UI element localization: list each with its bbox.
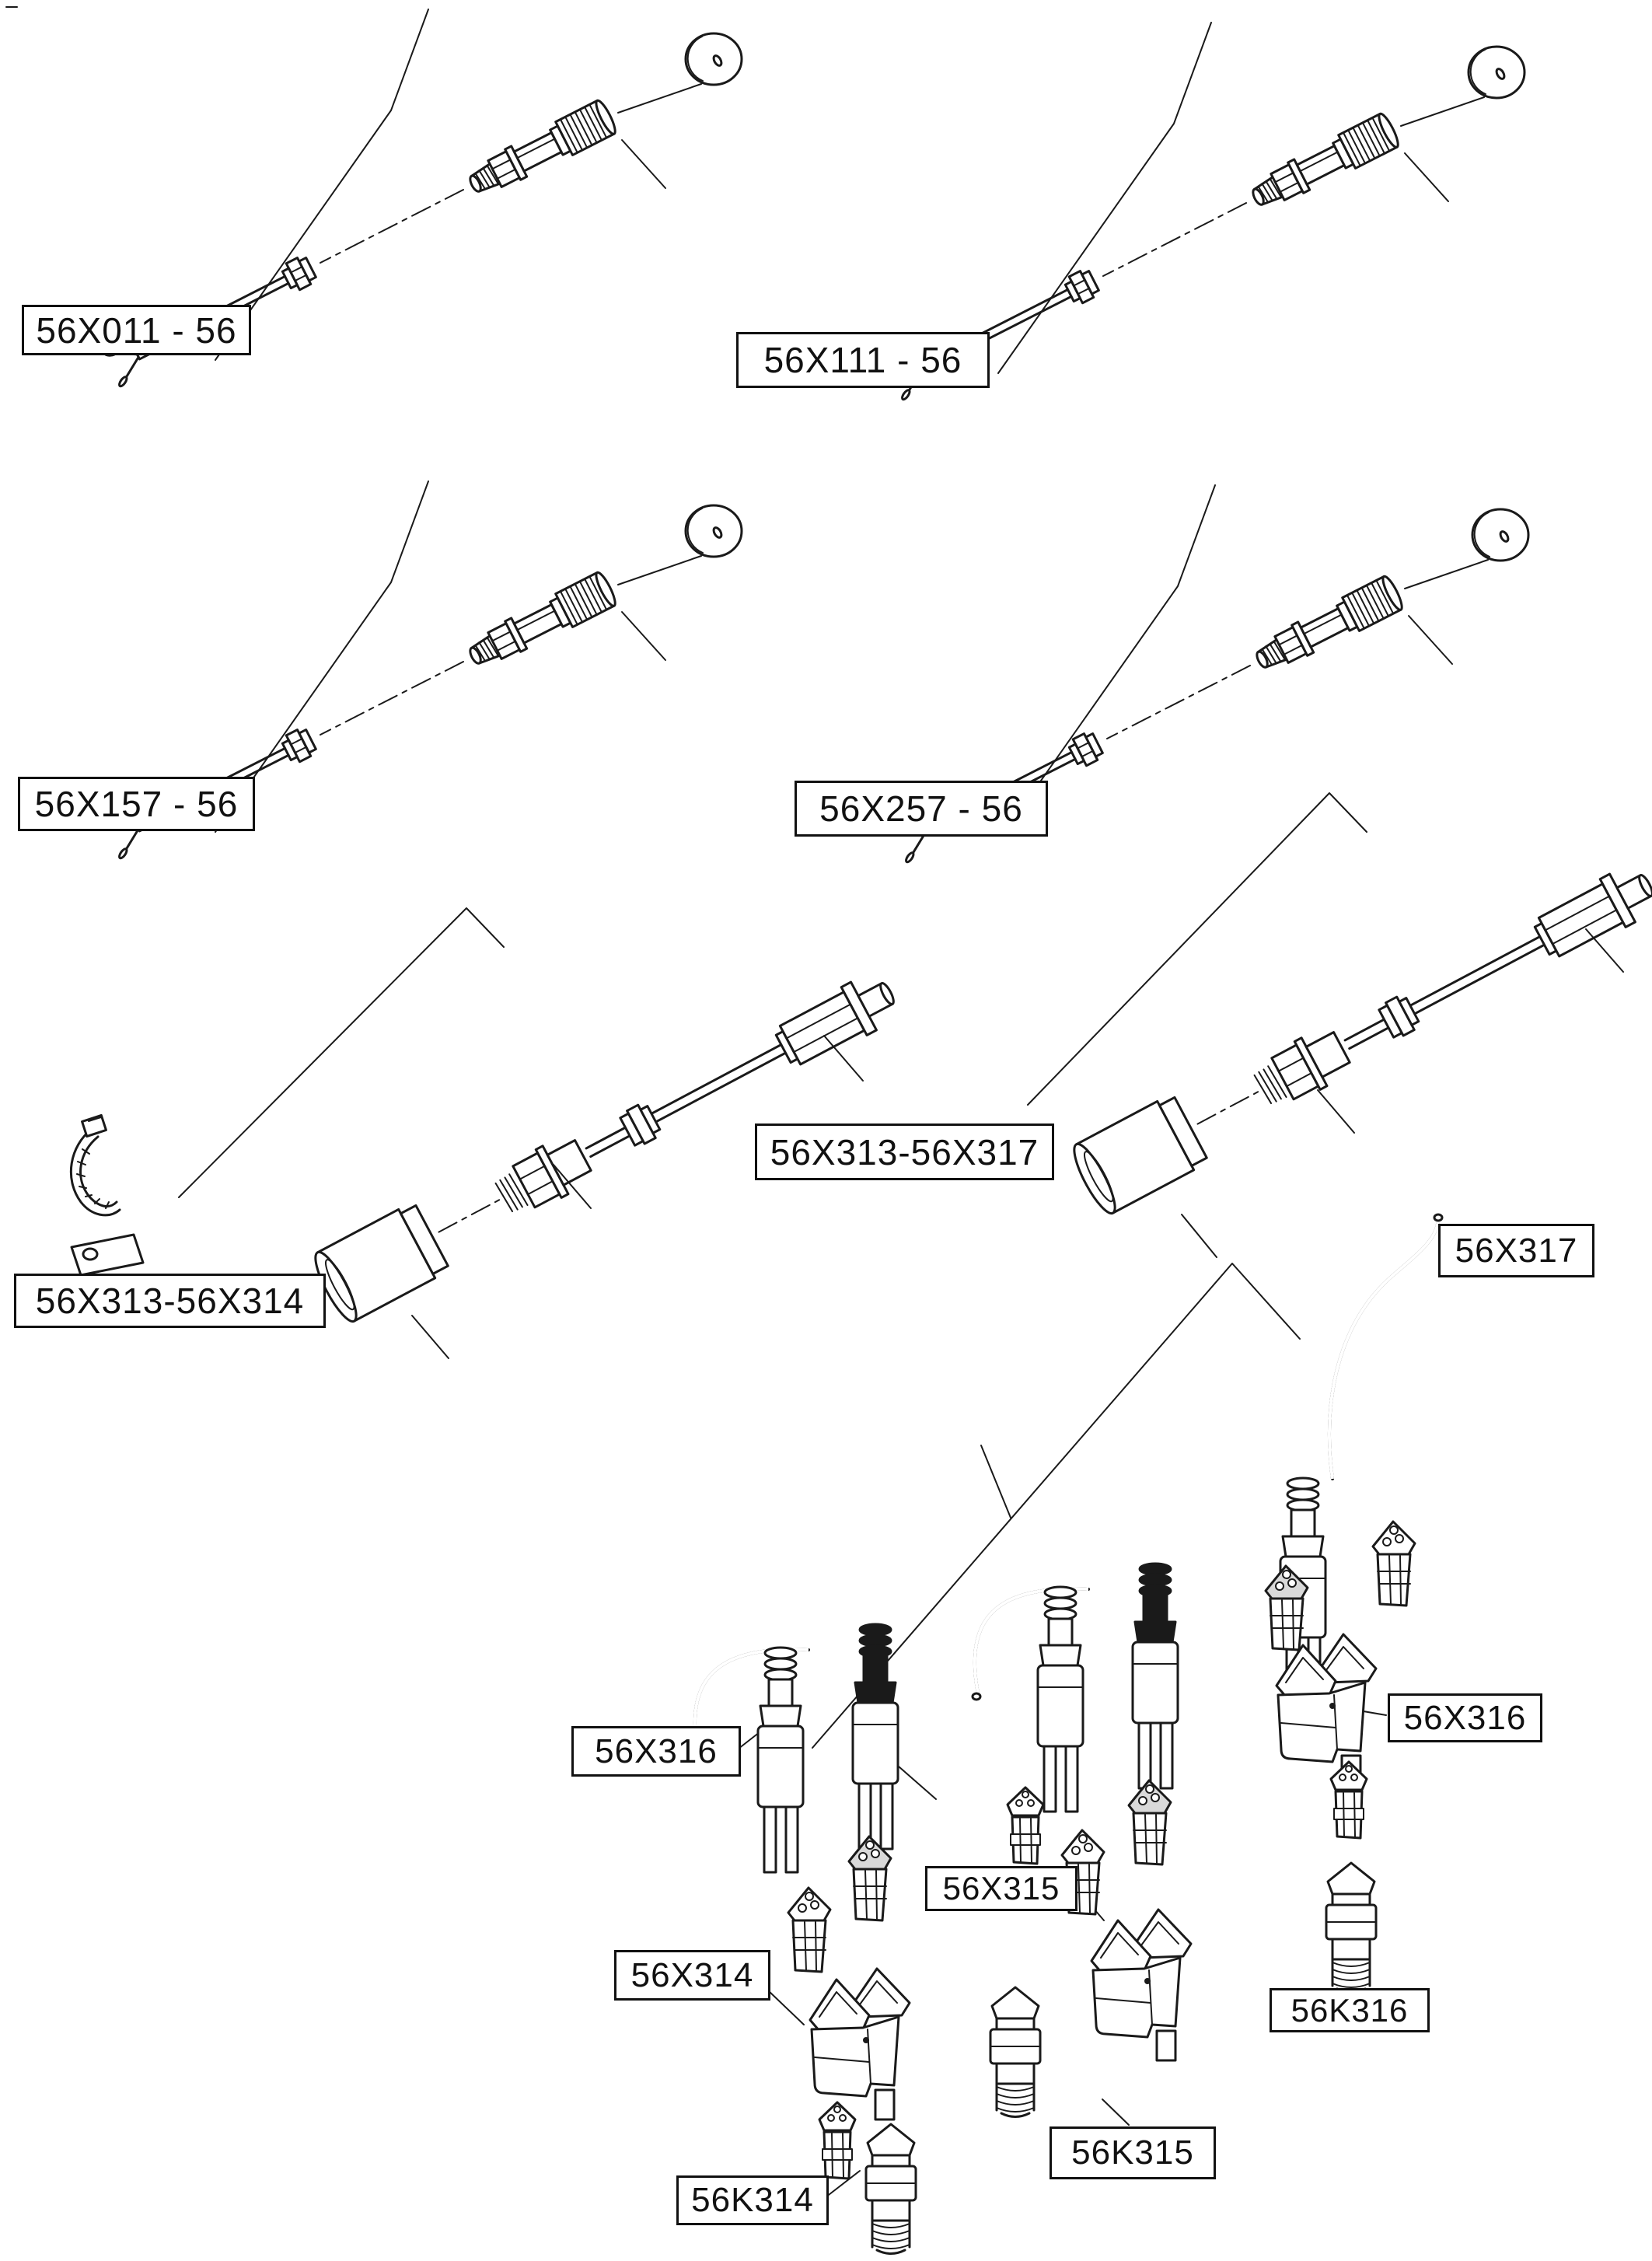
part-label-56X317 [1438, 1224, 1594, 1277]
threaded-switch-icon [866, 2124, 916, 2254]
part-number: 56X313-56X317 [770, 1131, 1039, 1172]
sensor-plug-icon [1038, 1587, 1083, 1812]
connector-housing-icon [1091, 1910, 1191, 2060]
part-label-56X011-56 [22, 305, 251, 355]
part-label-56X111-56 [736, 332, 990, 388]
part-number: 56K316 [1291, 1991, 1409, 2029]
part-number: 56X314 [630, 1955, 754, 1994]
cap-icon [686, 505, 742, 557]
temperature-sensor-icon [1246, 112, 1401, 215]
part-number: 56X317 [1455, 1231, 1578, 1270]
part-label-56K316 [1270, 1988, 1430, 2032]
triangular-connector-icon [788, 1888, 830, 1972]
part-label-56X314 [614, 1950, 770, 2001]
part-label-56K314 [676, 2175, 829, 2225]
mini-plug-icon [1008, 1787, 1043, 1864]
part-label-56X313-56X317 [755, 1124, 1054, 1180]
id-plate-icon [72, 1235, 143, 1275]
part-number: 56K315 [1071, 2133, 1194, 2172]
pigtail-unit-left [693, 1624, 916, 2254]
cable-tie-icon [71, 1115, 120, 1214]
part-number: 56X011 - 56 [36, 309, 237, 351]
part-label-56K315 [1050, 2126, 1216, 2179]
sensor-plug-icon [1133, 1564, 1178, 1788]
oxygen-sensor-cable-icon [1067, 850, 1652, 1218]
temperature-sensor-icon [1250, 575, 1405, 678]
part-number: 56X257 - 56 [819, 788, 1023, 829]
threaded-switch-icon [1326, 1863, 1376, 1993]
cap-icon [1469, 47, 1525, 98]
temperature-sensor-icon [463, 571, 618, 674]
threaded-switch-icon [990, 1987, 1040, 2117]
part-number: 56X316 [1403, 1698, 1527, 1737]
temperature-sensor-icon [463, 99, 618, 202]
part-label-56X316-right [1388, 1693, 1542, 1742]
part-label-56X313-56X314 [14, 1274, 326, 1328]
mini-plug-icon [819, 2102, 855, 2179]
part-number: 56X313-56X314 [35, 1281, 305, 1321]
mini-plug-icon [1331, 1762, 1367, 1838]
part-label-56X316-left [571, 1726, 741, 1777]
assembly-56X313-56X317 [1028, 793, 1652, 1257]
part-number: 56X315 [942, 1870, 1060, 1906]
part-number: 56X157 - 56 [34, 784, 239, 824]
connector-housing-icon [810, 1969, 910, 2119]
part-number: 56X316 [595, 1732, 718, 1770]
sensor-plug-icon [758, 1648, 803, 1872]
pigtail-unit-middle [973, 1564, 1191, 2117]
triangular-connector-icon [1373, 1522, 1415, 1606]
part-label-56X257-56 [795, 781, 1048, 837]
part-label-56X315 [925, 1866, 1077, 1911]
part-label-56X157-56 [18, 777, 255, 831]
part-number: 56X111 - 56 [763, 340, 962, 380]
part-number: 56K314 [691, 2181, 814, 2219]
cap-icon [686, 33, 742, 85]
cap-icon [1472, 509, 1528, 561]
triangular-connector-icon [1129, 1780, 1171, 1864]
